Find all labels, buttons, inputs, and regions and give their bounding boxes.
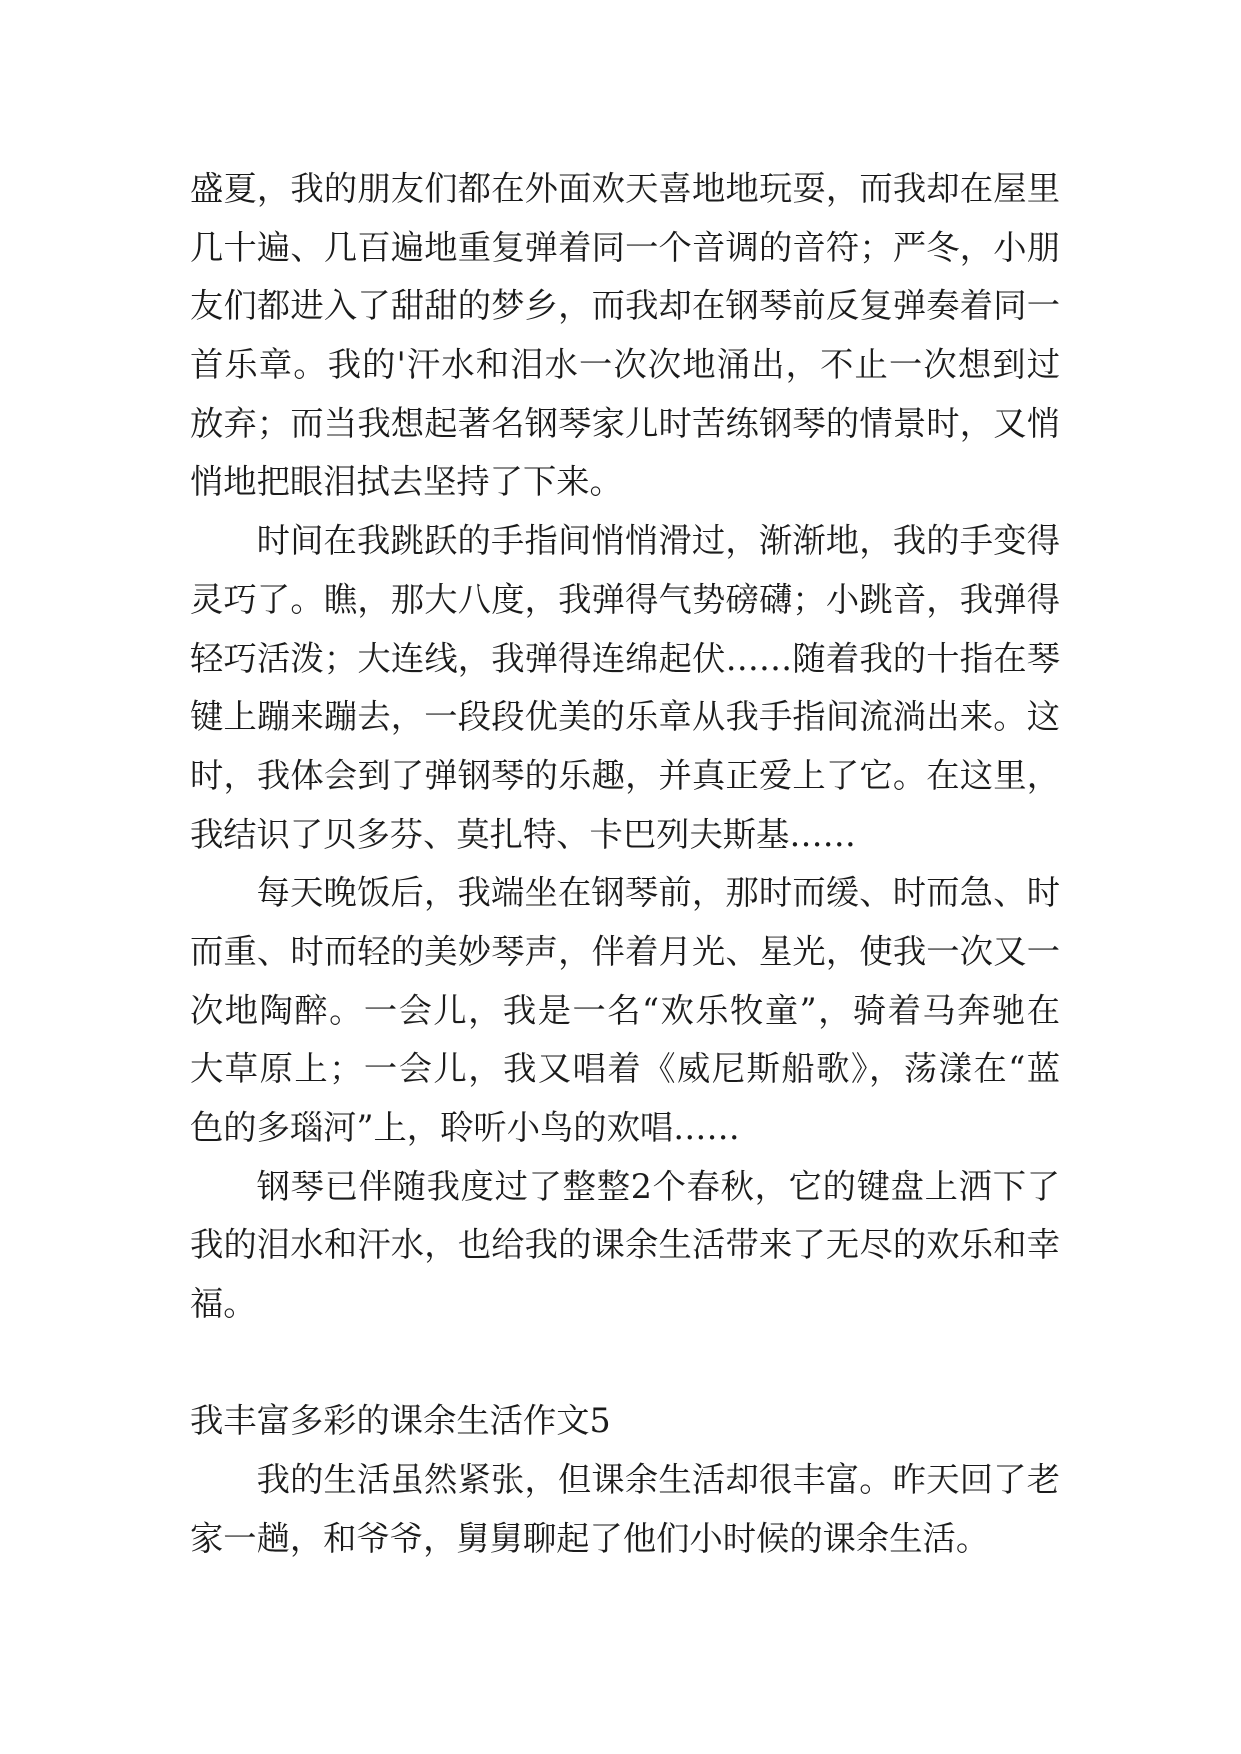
text-line: 次地陶醉。一会儿，我是一名“欢乐牧童”，骑着马奔驰在 (190, 990, 1060, 1030)
text-line: 友们都进入了甜甜的梦乡，而我却在钢琴前反复弹奏着同一 (190, 286, 1060, 326)
text-line: 时间在我跳跃的手指间悄悄滑过，渐渐地，我的手变得 (256, 521, 1060, 561)
text-line: 悄地把眼泪拭去坚持了下来。 (190, 462, 623, 502)
text-line: 轻巧活泼；大连线，我弹得连绵起伏……随着我的十指在琴 (190, 638, 1060, 678)
text-line: 键上蹦来蹦去，一段段优美的乐章从我手指间流淌出来。这 (190, 697, 1060, 737)
paragraph-4 (190, 1158, 1060, 1334)
paragraph-5 (190, 1451, 1060, 1568)
paragraph-2 (190, 512, 1060, 864)
document-body (190, 160, 1060, 1569)
text-line: 而重、时而轻的美妙琴声，伴着月光、星光，使我一次又一 (190, 931, 1060, 971)
text-line: 钢琴已伴随我度过了整整2个春秋，它的键盘上洒下了 (256, 1166, 1060, 1206)
blank-line (190, 1334, 1060, 1393)
text-line: 色的多瑙河”上，聆听小鸟的欢唱…… (190, 1108, 740, 1147)
text-line: 灵巧了。瞧，那大八度，我弹得气势磅礴；小跳音，我弹得 (190, 579, 1060, 619)
text-line: 时，我体会到了弹钢琴的乐趣，并真正爱上了它。在这里， (190, 755, 1060, 795)
text-line: 首乐章。我的'汗水和泪水一次次地涌出，不止一次想到过 (190, 345, 1060, 385)
text-line: 福。 (190, 1284, 257, 1324)
text-line: 每天晚饭后，我端坐在钢琴前，那时而缓、时而急、时 (256, 873, 1060, 913)
text-line: 放弃；而当我想起著名钢琴家儿时苦练钢琴的情景时，又悄 (190, 403, 1060, 443)
text-line: 大草原上；一会儿，我又唱着《威尼斯船歌》，荡漾在“蓝 (190, 1049, 1060, 1089)
text-line: 几十遍、几百遍地重复弹着同一个音调的音符；严冬，小朋 (190, 227, 1060, 267)
text-line: 盛夏，我的朋友们都在外面欢天喜地地玩耍，而我却在屋里 (190, 169, 1060, 208)
text-line: 我的泪水和汗水，也给我的课余生活带来了无尽的欢乐和幸 (190, 1225, 1060, 1265)
paragraph-1 (190, 160, 1060, 512)
section-heading: 我丰富多彩的课余生活作文5 (190, 1401, 611, 1441)
text-line: 我结识了贝多芬、莫扎特、卡巴列夫斯基…… (190, 814, 856, 854)
text-line: 我的生活虽然紧张，但课余生活却很丰富。昨天回了老 (256, 1460, 1060, 1500)
paragraph-3 (190, 864, 1060, 1157)
text-line: 家一趟，和爷爷，舅舅聊起了他们小时候的课余生活。 (190, 1518, 990, 1558)
